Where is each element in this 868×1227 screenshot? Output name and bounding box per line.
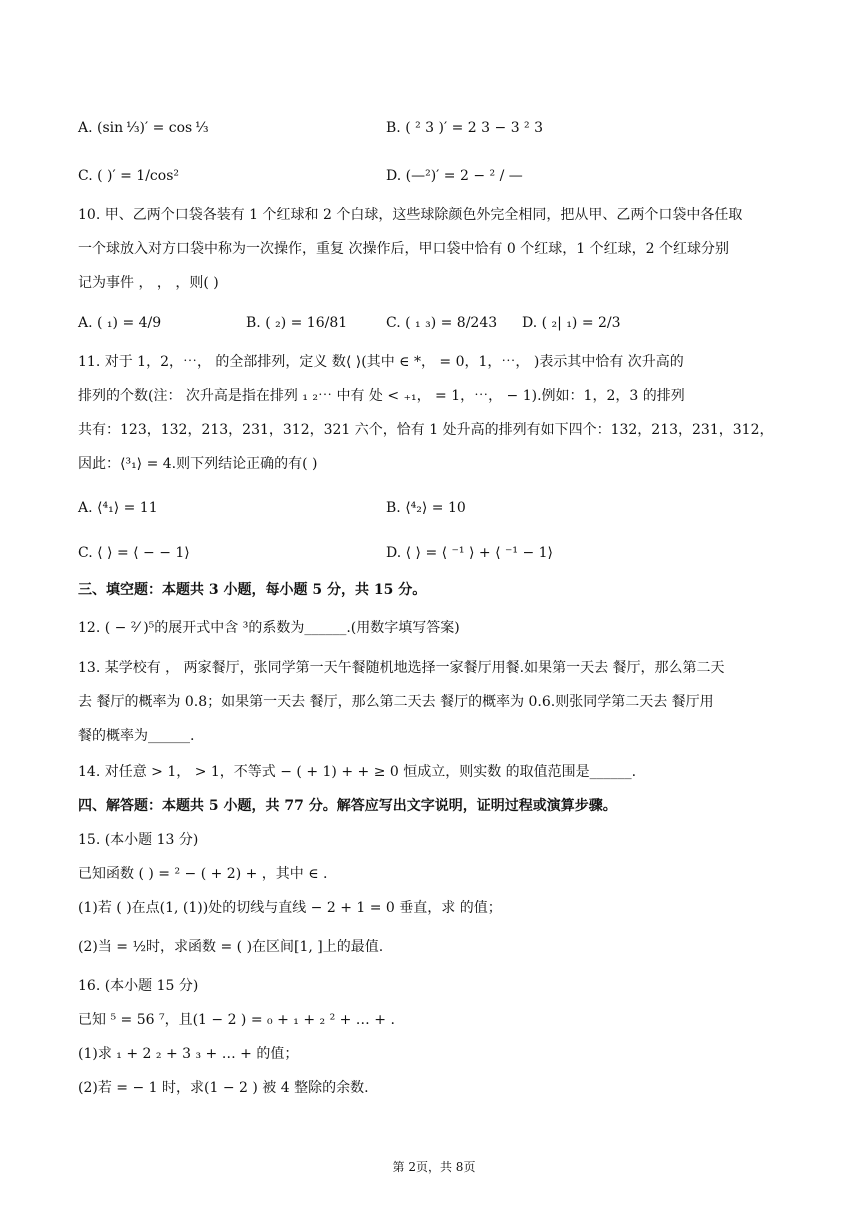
q10-line-1: 10. 甲、乙两个口袋各装有 1 个红球和 2 个白球，这些球除颜色外完全相同，把从甲、乙两个口袋中各任取 <box>78 207 743 223</box>
q11-option-c: C. ⟨ ⟩ = ⟨ − − 1⟩ <box>78 545 190 561</box>
q13-line-2: 去 餐厅的概率为 0.8；如果第一天去 餐厅，那么第二天去 餐厅的概率为 0.6.则张同学第二天去 餐厅用 <box>78 694 714 710</box>
q15-line-1: 已知函数 ( ) = ² − ( + 2) + ，其中 ∈ . <box>78 866 328 882</box>
q16-line-1: 已知 ⁵ = 56 ⁷，且(1 − 2 ) = ₀ + ₁ + ₂ ² + … + . <box>78 1012 395 1028</box>
q13-line-3: 餐的概率为______. <box>78 728 195 744</box>
q10-option-d: D. ( ₂| ₁) = 2/3 <box>522 315 621 331</box>
q10-line-2: 一个球放入对方口袋中称为一次操作，重复 次操作后，甲口袋中恰有 0 个红球，1 个红球，2 个红球分别 <box>78 241 729 257</box>
q11-line-3: 共有：123，132，213，231，312，321 六个，恰有 1 处升高的排列有如下四个：132，213，231，312， <box>78 422 774 438</box>
q10-option-b: B. ( ₂) = 16/81 <box>246 315 348 331</box>
q16-line-2: (1)求 ₁ + 2 ₂ + 3 ₃ + … + 的值； <box>78 1046 299 1062</box>
page-footer: 第 2页，共 8页 <box>392 1160 476 1174</box>
q9-option-b: B. ( ² 3 )′ = 2 3 − 3 ² 3 <box>386 120 544 136</box>
section-3-heading: 三、填空题：本题共 3 小题，每小题 5 分，共 15 分。 <box>78 582 427 598</box>
q11-line-2: 排列的个数(注： 次升高是指在排列 ₁ ₂⋯ 中有 处 < ₊₁， = 1，⋯， − 1).例如：1，2，3 的排列 <box>78 388 685 404</box>
q15-line-3: (2)当 = ½时，求函数 = ( )在区间[1, ]上的最值. <box>78 939 384 955</box>
q11-option-d: D. ⟨ ⟩ = ⟨ ⁻¹ ⟩ + ⟨ ⁻¹ − 1⟩ <box>386 545 554 561</box>
q11-option-b: B. ⟨⁴₂⟩ = 10 <box>386 500 466 516</box>
q13-line-1: 13. 某学校有 ， 两家餐厅，张同学第一天午餐随机地选择一家餐厅用餐.如果第一天去 餐厅，那么第二天 <box>78 660 725 676</box>
section-4-heading: 四、解答题：本题共 5 小题，共 77 分。解答应写出文字说明，证明过程或演算步骤。 <box>78 798 617 814</box>
q16-line-3: (2)若 = − 1 时，求(1 − 2 ) 被 4 整除的余数. <box>78 1080 369 1096</box>
q10-option-a: A. ( ₁) = 4/9 <box>78 315 162 331</box>
q9-option-c: C. ( )′ = 1/cos² <box>78 168 179 184</box>
q10-option-c: C. ( ₁ ₃) = 8/243 <box>386 315 498 331</box>
q12-text: 12. ( − ²⁄ )⁵的展开式中含 ³的系数为______.(用数字填写答案) <box>78 620 460 636</box>
q9-option-a: A. (sin ⅓)′ = cos ⅓ <box>78 120 209 136</box>
q16-heading: 16. (本小题 15 分) <box>78 978 199 994</box>
q15-line-2: (1)若 ( )在点(1, (1))处的切线与直线 − 2 + 1 = 0 垂直，求 的值； <box>78 900 502 916</box>
q10-line-3: 记为事件 ， ， ，则( ) <box>78 275 219 291</box>
q9-option-d: D. (—²)′ = 2 − ² / — <box>386 168 523 184</box>
q11-line-1: 11. 对于 1，2，⋯， 的全部排列，定义 数⟨ ⟩(其中 ∈ *， = 0，1，⋯， )表示其中恰有 次升高的 <box>78 354 684 370</box>
q11-line-4: 因此：⟨³₁⟩ = 4.则下列结论正确的有( ) <box>78 456 318 472</box>
q15-heading: 15. (本小题 13 分) <box>78 832 199 848</box>
q11-option-a: A. ⟨⁴₁⟩ = 11 <box>78 500 158 516</box>
q14-text: 14. 对任意 > 1， > 1，不等式 − ( + 1) + + ≥ 0 恒成立，则实数 的取值范围是______. <box>78 764 637 780</box>
